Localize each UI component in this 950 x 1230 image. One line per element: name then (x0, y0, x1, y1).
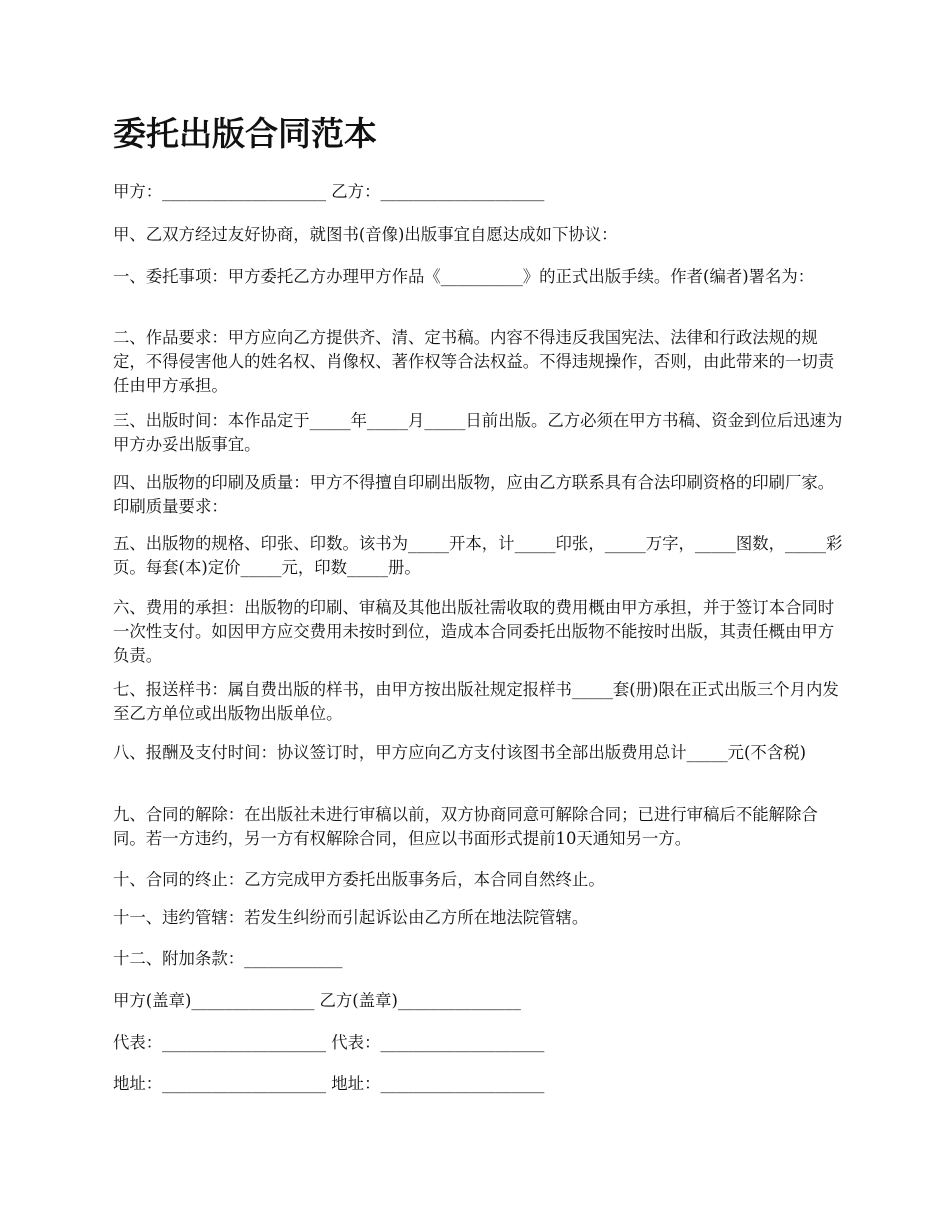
clause-8: 八、报酬及支付时间：协议签订时，甲方应向乙方支付该图书全部出版费用总计_____元(不含税) (113, 743, 806, 762)
clause-1: 一、委托事项：甲方委托乙方办理甲方作品《__________》的正式出版手续。作者(编者)署名为： (113, 267, 815, 286)
address-line: 地址：____________________ 地址：____________________ (113, 1074, 545, 1093)
clause-6: 六、费用的承担：出版物的印刷、审稿及其他出版社需收取的费用概由甲方承担，并于签订本合同时一次性支付。如因甲方应交费用未按时到位，造成本合同委托出版物不能按时出版，其责任概由甲方负责。 (113, 598, 835, 665)
clause-2: 二、作品要求：甲方应向乙方提供齐、清、定书稿。内容不得违反我国宪法、法律和行政法规的规定，不得侵害他人的姓名权、肖像权、著作权等合法权益。不得违规操作，否则，由此带来的一切责任由甲方承担。 (113, 328, 835, 395)
clause-5: 五、出版物的规格、印张、印数。该书为_____开本，计_____印张，_____万字，_____图数，_____彩页。每套(本)定价_____元，印数_____册。 (113, 534, 843, 577)
clause-3: 三、出版时间：本作品定于_____年_____月_____日前出版。乙方必须在甲方书稿、资金到位后迅速为甲方办妥出版事宜。 (113, 411, 843, 454)
seal-line: 甲方(盖章)_______________ 乙方(盖章)_______________ (113, 991, 521, 1010)
page-title: 委托出版合同范本 (113, 114, 377, 153)
clause-10: 十、合同的终止：乙方完成甲方委托出版事务后，本合同自然终止。 (113, 870, 605, 889)
parties-line: 甲方：____________________ 乙方：____________________ (113, 182, 545, 201)
clause-4: 四、出版物的印刷及质量：甲方不得擅自印刷出版物，应由乙方联系具有合法印刷资格的印刷厂家。印刷质量要求： (113, 473, 835, 516)
clause-12: 十二、附加条款：____________ (113, 949, 343, 968)
clause-9: 九、合同的解除：在出版社未进行审稿以前，双方协商同意可解除合同；已进行审稿后不能解除合同。若一方违约，另一方有权解除合同，但应以书面形式提前10天通知另一方。 (113, 805, 818, 848)
representative-line: 代表：____________________ 代表：____________________ (113, 1033, 545, 1052)
clause-11: 十一、违约管辖：若发生纠纷而引起诉讼由乙方所在地法院管辖。 (113, 908, 589, 927)
clause-7: 七、报送样书：属自费出版的样书，由甲方按出版社规定报样书_____套(册)限在正式出版三个月内发至乙方单位或出版物出版单位。 (113, 680, 839, 723)
intro-paragraph: 甲、乙双方经过友好协商，就图书(音像)出版事宜自愿达成如下协议： (113, 225, 618, 244)
